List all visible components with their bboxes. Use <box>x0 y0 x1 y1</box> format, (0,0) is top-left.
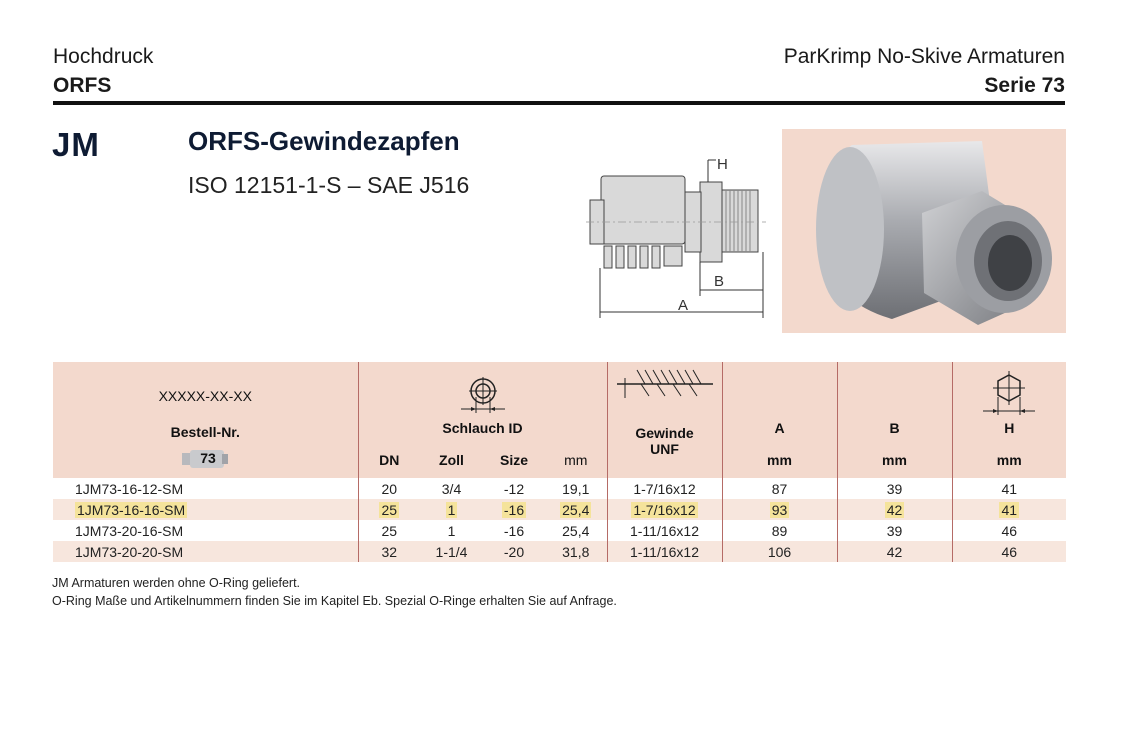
h-cell: 41 <box>1001 480 1018 497</box>
header-category: Hochdruck <box>53 45 154 68</box>
highlight: 42 <box>886 501 903 518</box>
zoll-cell: 3/4 <box>441 480 462 497</box>
header-order-no <box>53 362 358 478</box>
note-oring-reference: O-Ring Maße und Artikelnummern finden Sie im Kapitel Eb. Spezial O-Ringe erhalten Sie auf Anfrage. <box>52 594 617 608</box>
part-number-cell: 1JM73-20-16-SM <box>53 520 358 541</box>
header-subcategory: ORFS <box>53 74 112 97</box>
highlight: 25,4 <box>562 501 590 518</box>
thread-cell: 1-11/16x12 <box>607 541 722 562</box>
part-number-pattern: XXXXX-XX-XX <box>158 388 252 404</box>
mm-cell <box>545 499 607 520</box>
table-row <box>53 520 1066 541</box>
hose-id-label: Schlauch ID <box>442 420 523 436</box>
h-label: H <box>1004 420 1015 436</box>
header-b: B <box>837 362 952 442</box>
highlight: 41 <box>1001 501 1018 518</box>
header-product-line: ParKrimp No-Skive Armaturen <box>783 45 1065 68</box>
zoll-cell: 1-1/4 <box>420 541 483 562</box>
h-cell: 46 <box>952 541 1066 562</box>
b-cell: 39 <box>837 478 952 499</box>
header-left <box>53 42 153 100</box>
header-size: Size <box>483 442 545 478</box>
thread-icon <box>617 366 713 402</box>
highlight: 1 <box>447 501 456 518</box>
highlight: 25 <box>381 501 398 518</box>
product-code: JM <box>52 126 100 163</box>
mm-cell: 31,8 <box>545 541 607 562</box>
dn-cell: 25 <box>381 522 398 539</box>
thread-cell: 1-11/16x12 <box>607 520 722 541</box>
size-cell <box>483 499 545 520</box>
header-a-unit: mm <box>722 442 837 478</box>
thread-cell: 1-7/16x12 <box>607 478 722 499</box>
a-cell: 106 <box>722 541 837 562</box>
thread-unit: UNF <box>650 441 679 457</box>
thread-label: Gewinde <box>635 425 694 441</box>
header-h <box>952 362 1066 442</box>
spec-table <box>53 362 1066 562</box>
dn-cell: 20 <box>381 480 398 497</box>
series-badge-label: 73 <box>200 450 216 466</box>
h-cell: 46 <box>1001 522 1018 539</box>
header-rule <box>53 101 1065 105</box>
dn-cell: 32 <box>358 541 420 562</box>
hex-icon <box>979 371 1039 417</box>
note-oring-not-included: JM Armaturen werden ohne O-Ring geliefert. <box>52 576 301 590</box>
header-b-unit: mm <box>837 442 952 478</box>
highlight: 1JM73-16-16-SM <box>77 501 186 518</box>
part-number-cell <box>53 499 358 520</box>
part-number-cell: 1JM73-16-12-SM <box>53 478 358 499</box>
size-cell: -16 <box>503 522 525 539</box>
mm-cell: 25,4 <box>545 520 607 541</box>
product-subtitle: ISO 12151-1-S – SAE J516 <box>188 172 470 198</box>
part-number-cell: 1JM73-20-20-SM <box>53 541 358 562</box>
header-series: Serie 73 <box>984 74 1065 97</box>
highlight: 1-7/16x12 <box>633 501 696 518</box>
thread-cell <box>607 499 722 520</box>
product-title: ORFS-Gewindezapfen <box>188 126 460 156</box>
header-a: A <box>722 362 837 442</box>
dimension-label-b: B <box>714 273 725 290</box>
zoll-cell <box>420 499 483 520</box>
header-mm: mm <box>545 442 607 478</box>
table-row <box>53 478 1066 499</box>
fitting-technical-drawing <box>586 150 776 325</box>
dimension-label-a: A <box>678 297 689 314</box>
table-row-highlighted <box>53 499 1066 520</box>
b-cell: 42 <box>837 541 952 562</box>
b-cell <box>837 499 952 520</box>
table-row <box>53 541 1066 562</box>
order-no-label: Bestell-Nr. <box>170 424 240 440</box>
h-cell <box>952 499 1066 520</box>
dn-cell <box>358 499 420 520</box>
b-cell: 39 <box>837 520 952 541</box>
a-cell: 89 <box>722 520 837 541</box>
size-cell: -12 <box>503 480 525 497</box>
fitting-product-photo <box>782 129 1066 333</box>
highlight: 93 <box>771 501 788 518</box>
a-cell <box>722 499 837 520</box>
hose-section-icon <box>453 377 513 417</box>
header-hose-id <box>358 362 607 442</box>
zoll-cell: 1 <box>447 522 456 539</box>
header-dn: DN <box>358 442 420 478</box>
highlight: -16 <box>503 501 525 518</box>
header-h-unit: mm <box>952 442 1066 478</box>
size-cell: -20 <box>483 541 545 562</box>
a-cell: 87 <box>722 478 837 499</box>
mm-cell: 19,1 <box>545 478 607 499</box>
dimension-label-h: H <box>717 156 728 173</box>
header-thread <box>607 362 722 478</box>
header-right <box>784 42 1065 100</box>
series-badge <box>182 448 228 470</box>
header-zoll: Zoll <box>420 442 483 478</box>
